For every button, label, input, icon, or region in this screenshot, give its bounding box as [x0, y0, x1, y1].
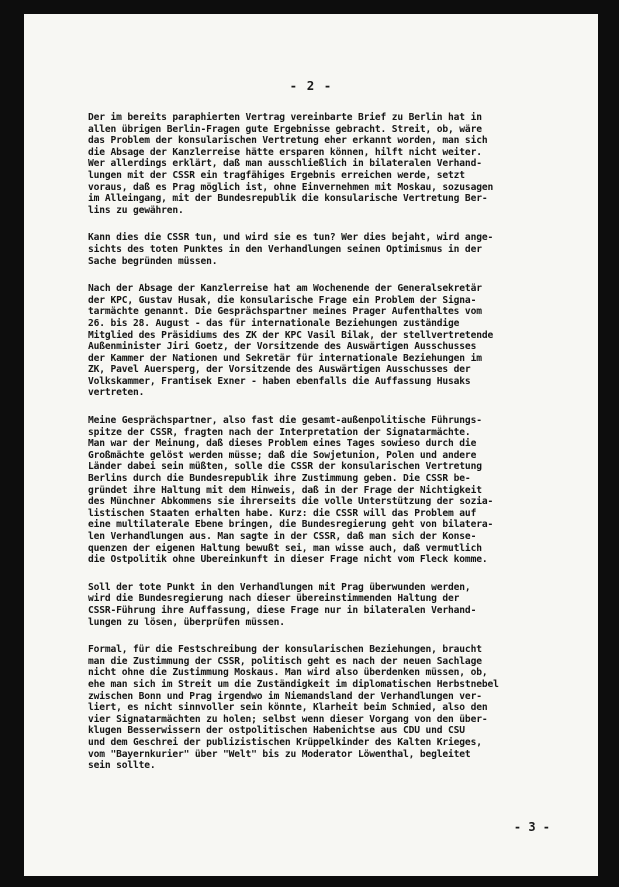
document-page	[24, 14, 598, 876]
text-line: lungen mit der CSSR ein tragfähiges Ergebnis erreichen werde, setzt	[88, 169, 465, 181]
document-body	[88, 112, 588, 788]
text-line: Der im bereits paraphierten Vertrag vereinbarte Brief zu Berlin hat in	[88, 112, 482, 123]
text-line: CSSR-Führung ihre Auffassung, diese Frage nur in bilateralen Verhand-	[88, 604, 477, 616]
text-line: ehe man sich im Streit um die Zuständigkeit im diplomatischen Herbstnebel	[88, 678, 499, 690]
text-line: Nach der Absage der Kanzlerreise hat am Wochenende der Generalsekretär	[88, 283, 482, 295]
text-line: sein sollte.	[88, 760, 156, 772]
text-line: Meine Gesprächspartner, also fast die gesamt-außenpolitische Führungs-	[88, 415, 482, 427]
text-line: gründet ihre Haltung mit dem Hinweis, daß in der Frage der Nichtigkeit	[88, 484, 482, 496]
text-line: vier Signatarmächten zu holen; selbst wenn dieser Vorgang von den über-	[88, 713, 488, 725]
text-line: lungen zu lösen, überprüfen müssen.	[88, 616, 285, 628]
text-line: Formal, für die Festschreibung der konsularischen Beziehungen, braucht	[88, 644, 482, 656]
paragraph-3	[88, 283, 588, 399]
text-line: Volkskammer, Frantisek Exner - haben ebenfalls die Auffassung Husaks	[88, 375, 471, 387]
text-line: klugen Besserwissern der ostpolitischen Habenichtse aus CDU und CSU	[88, 725, 465, 737]
text-line: allen übrigen Berlin-Fragen gute Ergebnisse gebracht. Streit, ob, wäre	[88, 123, 482, 135]
text-line: der KPC, Gustav Husak, die konsularische Frage ein Problem der Signa-	[88, 294, 477, 306]
page-number-footer: - 3 -	[513, 820, 550, 834]
text-line: lins zu gewähren.	[88, 204, 184, 216]
text-line: vertreten.	[88, 387, 145, 399]
text-line: Mitglied des Präsidiums des ZK der KPC Vasil Bilak, der stellvertretende	[88, 329, 494, 341]
paragraph-4	[88, 415, 588, 566]
text-line: nicht ohne die Zustimmung Moskaus. Man wird also überdenken müssen, ob,	[88, 667, 488, 679]
text-line: quenzen der eigenen Haltung bewußt sei, man wisse auch, daß vermutlich	[88, 542, 482, 554]
text-line: das Problem der konsularischen Vertretung eher erkannt worden, man sich	[88, 135, 488, 147]
text-line: Wer allerdings erklärt, daß man ausschließlich in bilateralen Verhand-	[88, 158, 482, 170]
text-line: Berlins durch die Bundesrepublik ihre Zustimmung geben. Die CSSR be-	[88, 473, 471, 485]
text-line: voraus, daß es Prag möglich ist, ohne Einvernehmen mit Moskau, sozusagen	[88, 181, 494, 193]
text-line: vom "Bayernkurier" über "Welt" bis zu Moderator Löwenthal, begleitet	[88, 748, 471, 760]
paragraph-2	[88, 232, 588, 267]
paragraph-5	[88, 582, 588, 628]
paragraph-1	[88, 112, 588, 216]
text-line: liert, es nicht sinnvoller sein könnte, Klarheit beim Schmied, also den	[88, 702, 488, 714]
text-line: Sache begründen müssen.	[88, 255, 218, 267]
text-line: Soll der tote Punkt in den Verhandlungen mit Prag überwunden werden,	[88, 581, 471, 593]
text-line: ZK, Pavel Auersperg, der Vorsitzende des Auswärtigen Ausschusses der	[88, 364, 471, 376]
text-line: die Ostpolitik ohne Übereinkunft in dieser Frage nicht vom Fleck komme.	[88, 554, 488, 566]
text-line: eine multilaterale Ebene bringen, die Bundesregierung geht von bilatera-	[88, 519, 494, 531]
text-line: sichts des toten Punktes in den Verhandlungen seinen Optimismus in der	[88, 243, 482, 255]
text-line: len Verhandlungen aus. Man sagte in der CSSR, daß man sich der Konse-	[88, 531, 477, 542]
text-line: Großmächte gelöst werden müsse; daß die Sowjetunion, Polen und andere	[88, 449, 477, 461]
text-line: zwischen Bonn und Prag irgendwo im Niemandsland der Verhandlungen ver-	[88, 690, 482, 702]
text-line: spitze der CSSR, fragten nach der Interpretation der Signatarmächte.	[88, 426, 471, 438]
page-number-header: - 2 -	[289, 78, 333, 93]
text-line: im Alleingang, mit der Bundesrepublik die konsularische Vertretung Ber-	[88, 193, 488, 205]
text-line: tarmächte genannt. Die Gesprächspartner meines Prager Aufenthaltes vom	[88, 306, 482, 318]
text-line: Außenminister Jiri Goetz, der Vorsitzende des Auswärtigen Ausschusses	[88, 341, 477, 353]
text-line: man die Zustimmung der CSSR, politisch geht es nach der neuen Sachlage	[88, 655, 482, 667]
text-line: 26. bis 28. August - das für internationale Beziehungen zuständige	[88, 317, 460, 329]
text-line: Kann dies die CSSR tun, und wird sie es tun? Wer dies bejaht, wird ange-	[88, 232, 494, 244]
text-line: die Absage der Kanzlerreise hätte ersparen können, hilft nicht weiter.	[88, 146, 482, 158]
text-line: und dem Geschrei der publizistischen Krüppelkinder des Kalten Krieges,	[88, 736, 482, 748]
text-line: der Kammer der Nationen und Sekretär für internationale Beziehungen im	[88, 352, 482, 364]
text-line: des Münchner Abkommens sie ihrerseits die volle Unterstützung der sozia-	[88, 496, 494, 508]
text-line: Man war der Meinung, daß dieses Problem eines Tages sowieso durch die	[88, 438, 477, 450]
paragraph-6	[88, 644, 588, 772]
text-line: listischen Staaten erhalten habe. Kurz: die CSSR will das Problem auf	[88, 507, 477, 519]
text-line: Länder dabei sein müßten, solle die CSSR der konsularischen Vertretung	[88, 461, 482, 473]
text-line: wird die Bundesregierung nach dieser übereinstimmenden Haltung der	[88, 593, 460, 605]
